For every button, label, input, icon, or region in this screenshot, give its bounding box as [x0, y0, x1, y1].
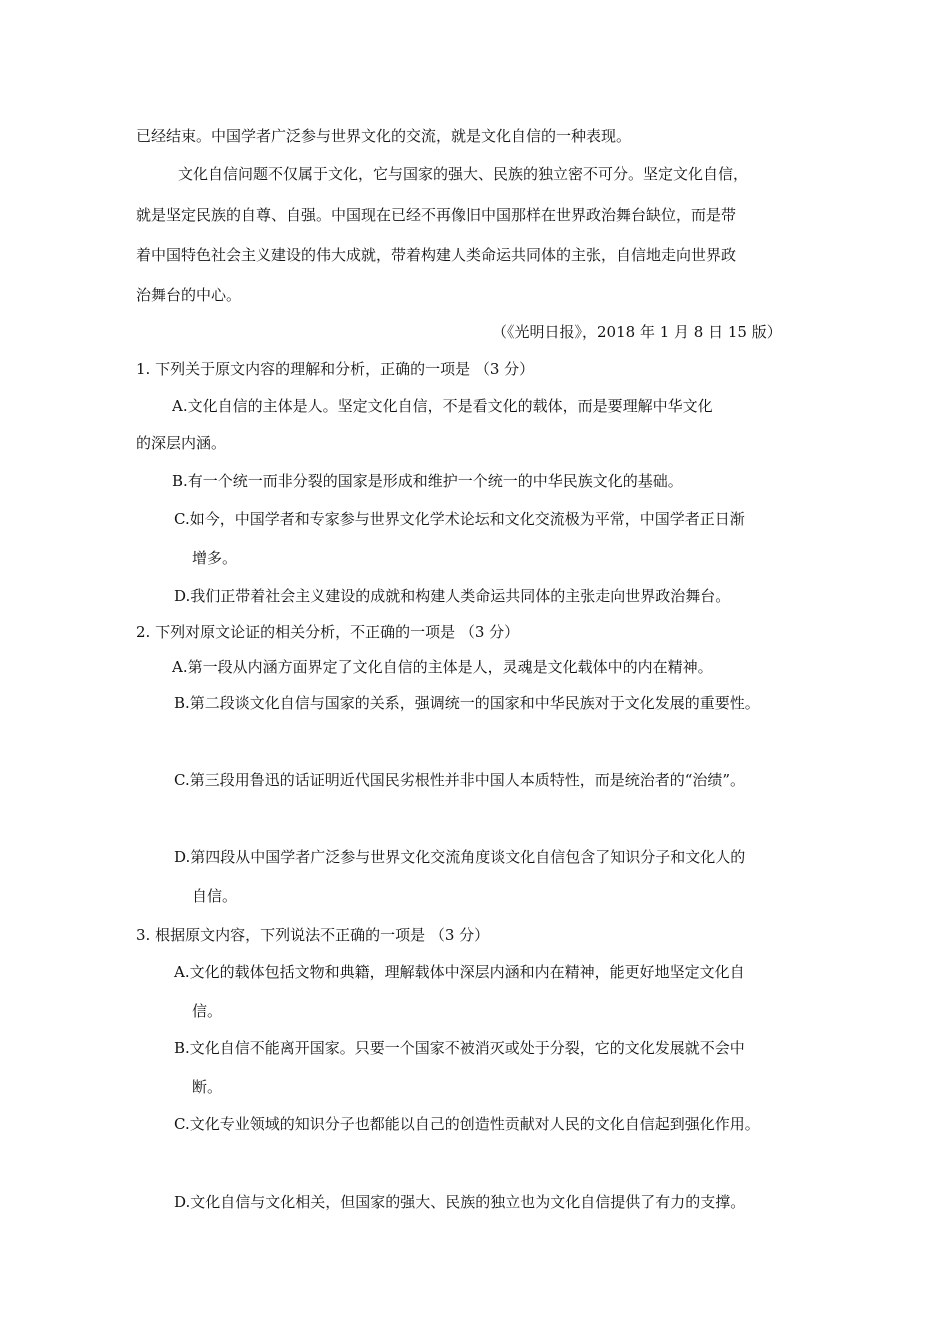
question-option: B.文化自信不能离开国家。只要一个国家不被消灭或处于分裂，它的文化发展就不会中 [174, 1039, 745, 1057]
passage-line: 已经结束。中国学者广泛参与世界文化的交流，就是文化自信的一种表现。 [136, 127, 632, 145]
question-option: D.我们正带着社会主义建设的成就和构建人类命运共同体的主张走向世界政治舞台。 [174, 587, 731, 605]
question-option: C.第三段用鲁迅的话证明近代国民劣根性并非中国人本质特性，而是统治者的“治绩”。 [174, 771, 746, 789]
question-option: C.文化专业领域的知识分子也都能以自己的创造性贡献对人民的文化自信起到强化作用。 [174, 1115, 760, 1133]
passage-line: 治舞台的中心。 [136, 286, 242, 304]
source-citation: （《光明日报》，2018 年 1 月 8 日 15 版） [492, 323, 782, 341]
question-stem: 3. 根据原文内容，下列说法不正确的一项是 （3 分） [136, 926, 490, 944]
question-stem: 2. 下列对原文论证的相关分析，不正确的一项是 （3 分） [136, 623, 520, 641]
question-option: C.如今，中国学者和专家参与世界文化学术论坛和文化交流极为平常，中国学者正日渐 [174, 510, 745, 528]
question-option: A.文化的载体包括文物和典籍，理解载体中深层内涵和内在精神，能更好地坚定文化自 [174, 963, 745, 981]
question-option: D.文化自信与文化相关，但国家的强大、民族的独立也为文化自信提供了有力的支撑。 [174, 1193, 746, 1211]
question-option-continued: 信。 [192, 1002, 223, 1020]
question-option-continued: 的深层内涵。 [136, 434, 227, 452]
question-stem: 1. 下列关于原文内容的理解和分析，正确的一项是 （3 分） [136, 360, 535, 378]
question-option: D.第四段从中国学者广泛参与世界文化交流角度谈文化自信包含了知识分子和文化人的 [174, 848, 746, 866]
question-option: A.文化自信的主体是人。坚定文化自信，不是看文化的载体，而是要理解中华文化 [172, 397, 713, 415]
passage-line: 着中国特色社会主义建设的伟大成就，带着构建人类命运共同体的主张，自信地走向世界政 [136, 246, 737, 264]
question-option-continued: 断。 [192, 1078, 223, 1096]
question-option: A.第一段从内涵方面界定了文化自信的主体是人，灵魂是文化载体中的内在精神。 [172, 658, 713, 676]
passage-line: 文化自信问题不仅属于文化，它与国家的强大、民族的独立密不可分。坚定文化自信， [178, 165, 749, 183]
question-option: B.第二段谈文化自信与国家的关系，强调统一的国家和中华民族对于文化发展的重要性。 [174, 694, 760, 712]
passage-line: 就是坚定民族的自尊、自强。中国现在已经不再像旧中国那样在世界政治舞台缺位，而是带 [136, 206, 737, 224]
question-option: B.有一个统一而非分裂的国家是形成和维护一个统一的中华民族文化的基础。 [172, 472, 683, 490]
question-option-continued: 增多。 [192, 549, 238, 567]
question-option-continued: 自信。 [192, 887, 238, 905]
